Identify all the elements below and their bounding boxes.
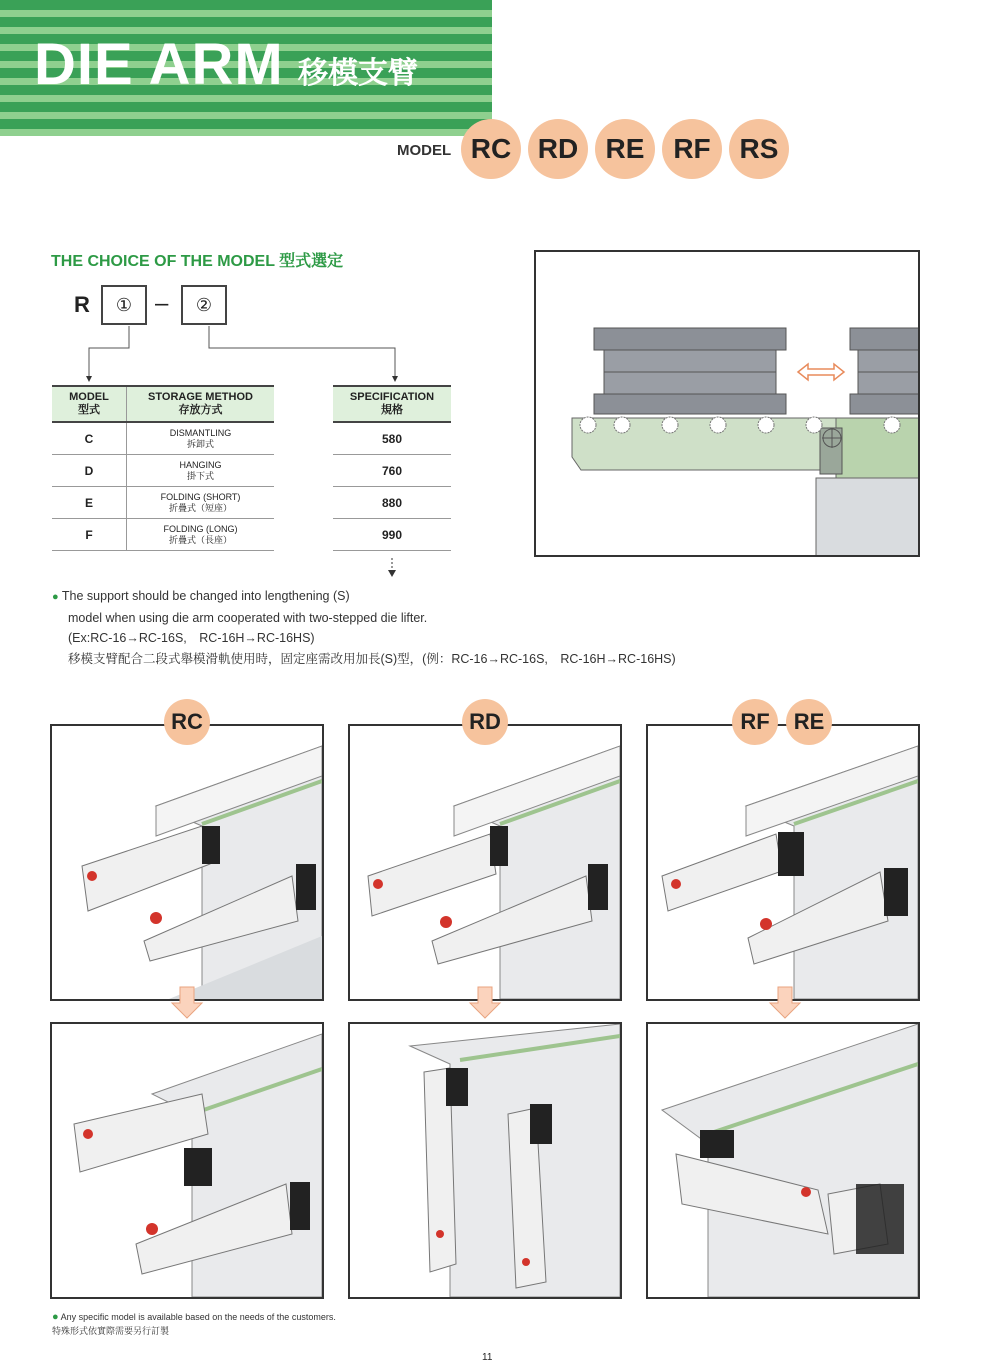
table-row: C DISMANTLING 拆卸式 (52, 422, 274, 455)
model-table: MODEL 型式 STORAGE METHOD 存放方式 C DISMANTLING 拆卸式 D HANGING 掛下式 E FOLDING (SHORT) 折疊式（短座） F FOLDING (LONG) 折疊式（長座） (52, 385, 274, 551)
table-row: F FOLDING (LONG) 折疊式（長座） (52, 519, 274, 551)
model-badge-rs: RS (729, 119, 789, 179)
page-title-zh: 移模支臂 (298, 57, 418, 90)
panel-label-rd: RD (462, 699, 508, 745)
panel-rfre-bottom (646, 1022, 920, 1299)
model-label: MODEL (397, 142, 452, 159)
note-line: 移模支臂配合二段式舉模滑軌使用時，固定座需改用加長(S)型，(例：RC-16→RC-16S, RC-16H→RC-16HS) (68, 651, 676, 666)
table-row: D HANGING 掛下式 (52, 455, 274, 487)
die-arm-diagram (534, 250, 920, 557)
note-line: model when using die arm cooperated with two-stepped die lifter. (68, 610, 428, 625)
bullet-icon: ● (52, 591, 59, 603)
panel-rc-top (50, 724, 324, 1001)
model-badge-rc: RC (461, 119, 521, 179)
spec-table: SPECIFICATION 規格 580 760 880 990 (333, 385, 451, 551)
code-slot-2: ② (181, 285, 227, 325)
model-badge-re: RE (595, 119, 655, 179)
table-row: 880 (333, 487, 451, 519)
code-prefix: R (74, 292, 90, 317)
down-arrows (0, 985, 988, 1021)
page-title: DIE ARM (34, 32, 284, 97)
panel-label-rc: RC (164, 699, 210, 745)
die-lifter-illustration (536, 252, 918, 555)
bullet-icon: ● (52, 1311, 59, 1323)
table-row: 760 (333, 455, 451, 487)
table-row: 580 (333, 422, 451, 455)
panel-rd-top (348, 724, 622, 1001)
table-row: E FOLDING (SHORT) 折疊式（短座） (52, 487, 274, 519)
model-badge-rf: RF (662, 119, 722, 179)
code-slot-1: ① (101, 285, 147, 325)
notes (52, 586, 676, 669)
page-number: 11 (482, 1352, 493, 1363)
panel-label-rf: RF (732, 699, 778, 745)
panel-label-re: RE (786, 699, 832, 745)
code-dash: – (155, 290, 169, 317)
model-badge-rd: RD (528, 119, 588, 179)
panel-rfre-top (646, 724, 920, 1001)
footer-note: ● Any specific model is available based on the needs of the customers. 特殊形式依實際需要另行訂製 (52, 1311, 336, 1336)
table-row: 990 (333, 519, 451, 551)
panel-rd-bottom (348, 1022, 622, 1299)
note-line: The support should be changed into lengthening (S) (61, 589, 350, 603)
note-line: (Ex:RC-16→RC-16S, RC-16H→RC-16HS) (68, 631, 315, 645)
section-heading: THE CHOICE OF THE MODEL 型式選定 (51, 253, 344, 270)
panel-rc-bottom (50, 1022, 324, 1299)
